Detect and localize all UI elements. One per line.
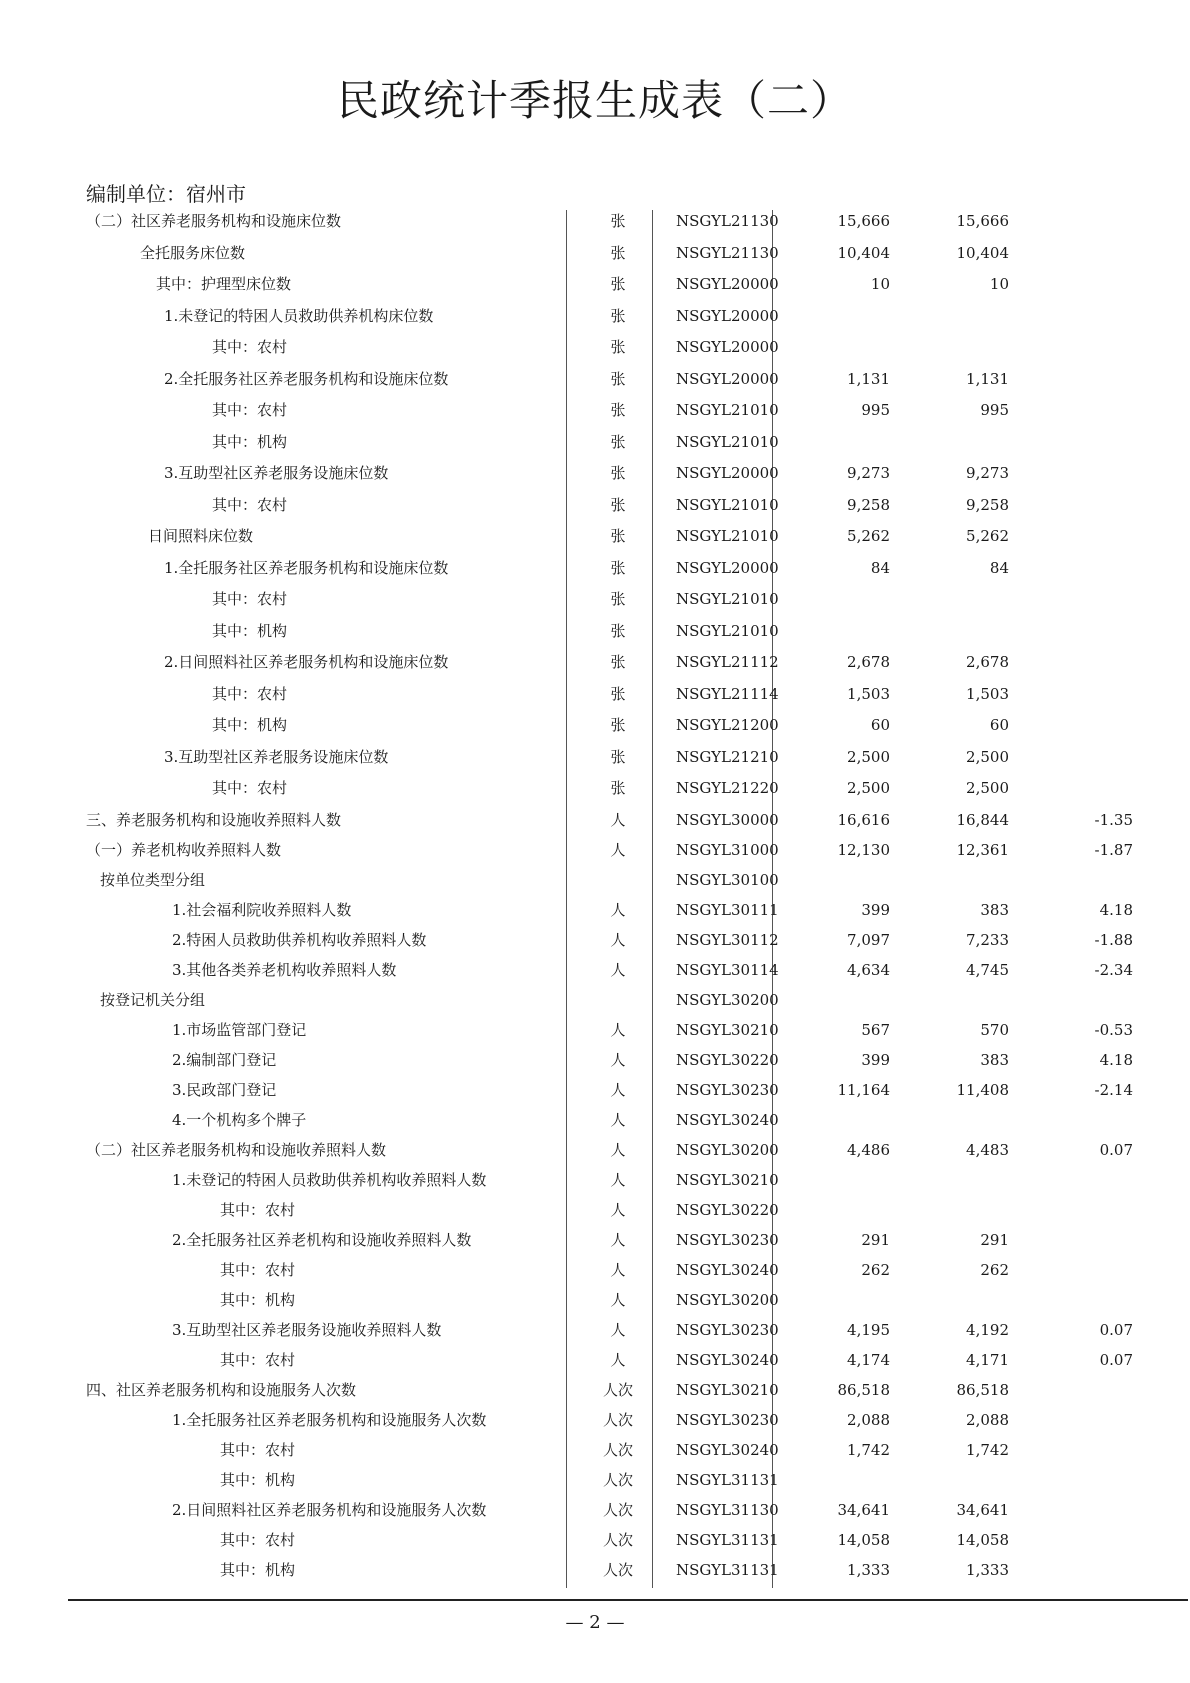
statistics-table [0, 211, 1190, 1590]
row-previous-value: 4,745 [966, 960, 1009, 979]
row-unit: 张 [610, 338, 626, 356]
row-code: NSGYL30240 [676, 1350, 779, 1369]
table-row [0, 715, 1190, 747]
row-label: 1.全托服务社区养老服务机构和设施床位数 [164, 558, 449, 577]
row-code: NSGYL21210 [676, 747, 779, 766]
row-previous-value: 9,273 [966, 464, 1009, 482]
row-current-value: 7,097 [847, 930, 890, 949]
table-row [0, 1530, 1190, 1560]
row-label: 其中：机构 [220, 1290, 296, 1309]
row-label: 3.互助型社区养老服务设施床位数 [164, 464, 389, 482]
bottom-rule [68, 1599, 1188, 1601]
row-label: 全托服务床位数 [140, 243, 246, 262]
row-code: NSGYL21010 [676, 527, 779, 545]
row-unit: 人 [610, 1200, 626, 1219]
row-current-value: 995 [861, 401, 890, 419]
row-current-value: 12,130 [837, 840, 890, 859]
table-row [0, 400, 1190, 432]
row-label: 三、养老服务机构和设施收养照料人数 [86, 810, 342, 829]
row-unit: 张 [610, 684, 626, 703]
row-previous-value: 2,678 [966, 653, 1009, 671]
row-current-value: 2,500 [847, 747, 890, 766]
row-code: NSGYL30240 [676, 1260, 779, 1279]
table-row [0, 369, 1190, 401]
row-code: NSGYL30240 [676, 1440, 779, 1459]
row-unit: 张 [610, 464, 626, 482]
table-row [0, 1290, 1190, 1320]
row-current-value: 34,641 [837, 1500, 890, 1519]
row-unit: 人 [610, 900, 626, 919]
row-unit: 张 [610, 590, 626, 608]
row-code: NSGYL20000 [676, 464, 779, 482]
row-change-percent: 0.07 [1099, 1140, 1133, 1159]
row-current-value: 262 [861, 1260, 890, 1279]
row-unit: 人次 [602, 1560, 633, 1579]
row-unit: 张 [610, 779, 626, 797]
row-unit: 人次 [602, 1440, 633, 1459]
row-current-value: 1,742 [847, 1440, 890, 1459]
row-unit: 人 [610, 1110, 626, 1129]
row-previous-value: 383 [980, 900, 1009, 919]
row-current-value: 399 [861, 900, 890, 919]
table-row [0, 463, 1190, 495]
row-previous-value: 1,742 [966, 1440, 1009, 1459]
row-code: NSGYL30230 [676, 1230, 779, 1249]
row-label: 其中：农村 [212, 590, 288, 608]
row-unit: 人次 [602, 1500, 633, 1519]
table-row [0, 810, 1190, 840]
row-current-value: 1,131 [847, 369, 890, 388]
table-row [0, 1200, 1190, 1230]
row-label: 其中：护理型床位数 [156, 275, 292, 293]
table-row [0, 1320, 1190, 1350]
row-label: 其中：农村 [220, 1200, 296, 1219]
row-unit: 张 [610, 306, 626, 325]
row-label: 其中：农村 [220, 1530, 296, 1549]
table-row [0, 1380, 1190, 1410]
table-row [0, 747, 1190, 779]
row-previous-value: 34,641 [956, 1500, 1009, 1519]
row-current-value: 9,258 [847, 495, 890, 514]
row-unit: 人 [610, 1320, 626, 1339]
row-code: NSGYL30114 [676, 960, 779, 979]
row-label: 2.全托服务社区养老服务机构和设施床位数 [164, 369, 449, 388]
row-label: 其中：农村 [212, 338, 288, 356]
table-row [0, 274, 1190, 306]
row-previous-value: 10 [989, 275, 1009, 293]
row-unit: 人次 [602, 1530, 633, 1549]
table-row [0, 870, 1190, 900]
row-label: （一）养老机构收养照料人数 [86, 840, 282, 859]
row-current-value: 60 [870, 716, 890, 734]
row-unit: 张 [610, 369, 626, 388]
table-row [0, 306, 1190, 338]
row-label: 其中：农村 [212, 684, 288, 703]
row-label: 其中：机构 [212, 621, 288, 640]
row-label: 2.全托服务社区养老机构和设施收养照料人数 [172, 1230, 472, 1249]
page-number: — 2 — [565, 1612, 625, 1633]
row-previous-value: 5,262 [966, 527, 1009, 545]
row-label: 1.未登记的特困人员救助供养机构收养照料人数 [172, 1170, 487, 1189]
table-row [0, 840, 1190, 870]
row-unit: 张 [610, 653, 626, 671]
row-previous-value: 4,483 [966, 1140, 1009, 1159]
table-row [0, 1470, 1190, 1500]
row-current-value: 11,164 [837, 1080, 890, 1099]
row-label: 其中：机构 [212, 716, 288, 734]
row-code: NSGYL21130 [676, 212, 779, 230]
row-code: NSGYL30111 [676, 900, 779, 919]
table-row [0, 621, 1190, 653]
compiling-unit: 编制单位：宿州市 [86, 182, 246, 206]
row-unit: 人次 [602, 1470, 633, 1489]
row-label: 其中：农村 [220, 1350, 296, 1369]
row-current-value: 15,666 [837, 212, 890, 230]
row-code: NSGYL30200 [676, 1140, 779, 1159]
row-current-value: 4,174 [847, 1350, 890, 1369]
row-current-value: 291 [861, 1230, 890, 1249]
row-label: 2.编制部门登记 [172, 1050, 277, 1069]
table-row [0, 1050, 1190, 1080]
row-unit: 人 [610, 1050, 626, 1069]
row-label: 其中：机构 [212, 432, 288, 451]
row-change-percent: -2.14 [1094, 1080, 1133, 1099]
row-label: 2.特困人员救助供养机构收养照料人数 [172, 930, 427, 949]
row-unit: 人 [610, 810, 626, 829]
row-change-percent: -1.88 [1094, 930, 1133, 949]
table-row [0, 243, 1190, 275]
table-row [0, 1560, 1190, 1590]
row-label: 按登记机关分组 [100, 990, 206, 1009]
row-previous-value: 84 [989, 558, 1009, 577]
table-row [0, 337, 1190, 369]
row-unit: 人 [610, 930, 626, 949]
row-code: NSGYL21200 [676, 716, 779, 734]
row-change-percent: -0.53 [1094, 1020, 1133, 1039]
row-previous-value: 11,408 [956, 1080, 1009, 1099]
row-label: 其中：农村 [212, 779, 288, 797]
row-previous-value: 570 [980, 1020, 1009, 1039]
table-row [0, 930, 1190, 960]
table-row [0, 1440, 1190, 1470]
table-row [0, 990, 1190, 1020]
row-code: NSGYL21010 [676, 495, 779, 514]
row-label: 其中：机构 [220, 1560, 296, 1579]
row-code: NSGYL30230 [676, 1410, 779, 1429]
row-label: （二）社区养老服务机构和设施收养照料人数 [86, 1140, 387, 1159]
row-previous-value: 1,503 [966, 684, 1009, 703]
row-code: NSGYL30210 [676, 1020, 779, 1039]
row-code: NSGYL30210 [676, 1380, 779, 1399]
row-unit: 人 [610, 960, 626, 979]
row-previous-value: 7,233 [966, 930, 1009, 949]
row-code: NSGYL31130 [676, 1500, 779, 1519]
table-row [0, 1230, 1190, 1260]
row-label: 日间照料床位数 [148, 527, 254, 545]
row-code: NSGYL30230 [676, 1080, 779, 1099]
row-previous-value: 4,171 [966, 1350, 1009, 1369]
row-unit: 人 [610, 840, 626, 859]
table-row [0, 900, 1190, 930]
row-label: 其中：农村 [212, 495, 288, 514]
row-code: NSGYL20000 [676, 369, 779, 388]
row-change-percent: -1.87 [1094, 840, 1133, 859]
table-row [0, 1410, 1190, 1440]
row-unit: 人 [610, 1290, 626, 1309]
row-change-percent: 4.18 [1099, 1050, 1133, 1069]
row-unit: 张 [610, 432, 626, 451]
table-row [0, 1140, 1190, 1170]
row-code: NSGYL30220 [676, 1050, 779, 1069]
row-current-value: 2,500 [847, 779, 890, 797]
row-current-value: 1,503 [847, 684, 890, 703]
row-code: NSGYL30100 [676, 870, 779, 889]
row-unit: 张 [610, 243, 626, 262]
row-previous-value: 86,518 [956, 1380, 1009, 1399]
table-row [0, 778, 1190, 810]
row-code: NSGYL30200 [676, 1290, 779, 1309]
page-title: 民政统计季报生成表（二） [336, 76, 853, 125]
row-previous-value: 995 [980, 401, 1009, 419]
row-label: 4.一个机构多个牌子 [172, 1110, 307, 1129]
row-unit: 张 [610, 275, 626, 293]
row-unit: 人 [610, 1350, 626, 1369]
row-previous-value: 383 [980, 1050, 1009, 1069]
table-row [0, 652, 1190, 684]
row-unit: 张 [610, 495, 626, 514]
row-code: NSGYL21010 [676, 401, 779, 419]
row-current-value: 2,678 [847, 653, 890, 671]
row-unit: 人次 [602, 1380, 633, 1399]
row-code: NSGYL30240 [676, 1110, 779, 1129]
row-code: NSGYL31131 [676, 1560, 779, 1579]
row-code: NSGYL30000 [676, 810, 779, 829]
row-previous-value: 60 [989, 716, 1009, 734]
row-previous-value: 16,844 [956, 810, 1009, 829]
row-previous-value: 2,500 [966, 779, 1009, 797]
row-code: NSGYL21010 [676, 432, 779, 451]
row-unit: 人 [610, 1080, 626, 1099]
row-label: 四、社区养老服务机构和设施服务人次数 [86, 1380, 357, 1399]
row-current-value: 4,486 [847, 1140, 890, 1159]
table-row [0, 526, 1190, 558]
table-row [0, 211, 1190, 243]
row-label: 1.未登记的特困人员救助供养机构床位数 [164, 306, 434, 325]
row-code: NSGYL21220 [676, 779, 779, 797]
row-previous-value: 291 [980, 1230, 1009, 1249]
row-label: 按单位类型分组 [100, 870, 206, 889]
row-previous-value: 12,361 [956, 840, 1009, 859]
row-unit: 张 [610, 621, 626, 640]
row-previous-value: 1,333 [966, 1560, 1009, 1579]
row-code: NSGYL30210 [676, 1170, 779, 1189]
row-code: NSGYL31131 [676, 1470, 779, 1489]
row-label: 其中：农村 [220, 1260, 296, 1279]
table-row [0, 1260, 1190, 1290]
row-unit: 张 [610, 527, 626, 545]
row-unit: 人 [610, 1020, 626, 1039]
row-unit: 张 [610, 558, 626, 577]
row-previous-value: 262 [980, 1260, 1009, 1279]
row-unit: 张 [610, 747, 626, 766]
row-unit: 张 [610, 716, 626, 734]
table-row [0, 495, 1190, 527]
table-row [0, 1080, 1190, 1110]
table-row [0, 960, 1190, 990]
row-current-value: 399 [861, 1050, 890, 1069]
row-current-value: 4,634 [847, 960, 890, 979]
row-current-value: 4,195 [847, 1320, 890, 1339]
row-current-value: 1,333 [847, 1560, 890, 1579]
row-code: NSGYL21114 [676, 684, 779, 703]
row-current-value: 84 [870, 558, 890, 577]
row-unit: 人 [610, 1260, 626, 1279]
table-row [0, 589, 1190, 621]
row-code: NSGYL20000 [676, 306, 779, 325]
row-current-value: 567 [861, 1020, 890, 1039]
table-row [0, 558, 1190, 590]
row-unit: 人次 [602, 1410, 633, 1429]
row-previous-value: 14,058 [956, 1530, 1009, 1549]
row-unit: 人 [610, 1170, 626, 1189]
row-previous-value: 15,666 [956, 212, 1009, 230]
row-current-value: 9,273 [847, 464, 890, 482]
row-code: NSGYL20000 [676, 558, 779, 577]
row-label: 其中：机构 [220, 1470, 296, 1489]
row-change-percent: 0.07 [1099, 1320, 1133, 1339]
row-label: 1.市场监管部门登记 [172, 1020, 307, 1039]
row-current-value: 86,518 [837, 1380, 890, 1399]
row-previous-value: 2,500 [966, 747, 1009, 766]
row-label: 其中：农村 [212, 401, 288, 419]
table-row [0, 1170, 1190, 1200]
row-label: 3.互助型社区养老服务设施床位数 [164, 747, 389, 766]
row-code: NSGYL30200 [676, 990, 779, 1009]
row-label: 3.互助型社区养老服务设施收养照料人数 [172, 1320, 442, 1339]
row-code: NSGYL31000 [676, 840, 779, 859]
row-current-value: 10 [870, 275, 890, 293]
row-label: 其中：农村 [220, 1440, 296, 1459]
row-code: NSGYL21010 [676, 621, 779, 640]
row-code: NSGYL20000 [676, 338, 779, 356]
row-code: NSGYL31131 [676, 1530, 779, 1549]
row-current-value: 10,404 [837, 243, 890, 262]
row-code: NSGYL30220 [676, 1200, 779, 1219]
row-code: NSGYL21010 [676, 590, 779, 608]
table-row [0, 1350, 1190, 1380]
row-label: 1.社会福利院收养照料人数 [172, 900, 352, 919]
row-current-value: 2,088 [847, 1410, 890, 1429]
row-code: NSGYL21112 [676, 653, 779, 671]
row-unit: 张 [610, 212, 626, 230]
row-change-percent: 4.18 [1099, 900, 1133, 919]
row-label: 3.其他各类养老机构收养照料人数 [172, 960, 397, 979]
row-label: 3.民政部门登记 [172, 1080, 277, 1099]
row-change-percent: -1.35 [1094, 810, 1133, 829]
row-unit: 张 [610, 401, 626, 419]
table-row [0, 684, 1190, 716]
row-code: NSGYL21130 [676, 243, 779, 262]
row-current-value: 5,262 [847, 527, 890, 545]
row-previous-value: 4,192 [966, 1320, 1009, 1339]
table-row [0, 1020, 1190, 1050]
row-current-value: 16,616 [837, 810, 890, 829]
row-current-value: 14,058 [837, 1530, 890, 1549]
row-change-percent: -2.34 [1094, 960, 1133, 979]
row-previous-value: 1,131 [966, 369, 1009, 388]
row-label: （二）社区养老服务机构和设施床位数 [86, 212, 342, 230]
table-row [0, 1500, 1190, 1530]
row-previous-value: 10,404 [956, 243, 1009, 262]
row-code: NSGYL30230 [676, 1320, 779, 1339]
row-previous-value: 9,258 [966, 495, 1009, 514]
row-unit: 人 [610, 1140, 626, 1159]
row-unit: 人 [610, 1230, 626, 1249]
row-code: NSGYL20000 [676, 275, 779, 293]
row-code: NSGYL30112 [676, 930, 779, 949]
row-previous-value: 2,088 [966, 1410, 1009, 1429]
row-label: 2.日间照料社区养老服务机构和设施服务人次数 [172, 1500, 487, 1519]
row-label: 1.全托服务社区养老服务机构和设施服务人次数 [172, 1410, 487, 1429]
table-row [0, 432, 1190, 464]
table-row [0, 1110, 1190, 1140]
row-label: 2.日间照料社区养老服务机构和设施床位数 [164, 653, 449, 671]
row-change-percent: 0.07 [1099, 1350, 1133, 1369]
